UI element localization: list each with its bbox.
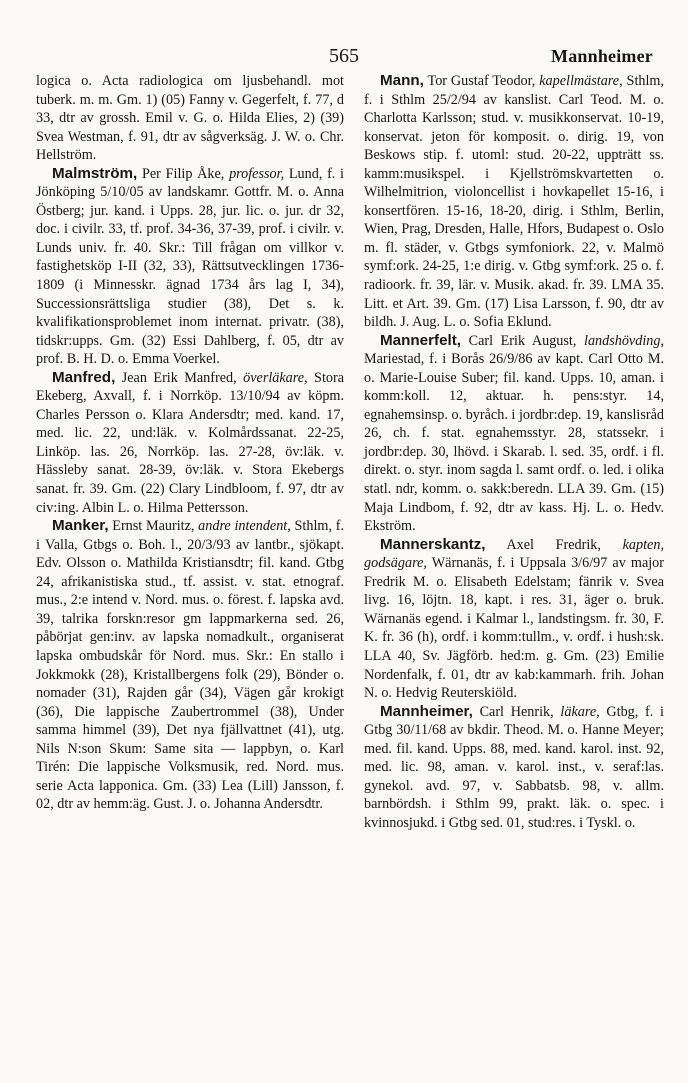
page-number: 565 (329, 45, 359, 67)
entry-mannerfelt (364, 332, 664, 536)
entry-given-names: Per Filip Åke, (137, 165, 230, 182)
entry-occupation: överläkare, (243, 369, 308, 386)
entry-headword: Mannheimer, (380, 702, 473, 720)
entry-body: Wärnanäs, f. i Uppsala 3/6/97 av major Fredrik M. o. Elisabeth Edelstam; fänrik v. Svea livg. 16, löjtn. 18, kapt. i res. 31, äger o. bruk. Wärnanäs egend. i Kalmar l., landstingsm. fr. 30, F. K. fr. 36 (h), ordf. i komm:tullm., v. ordf. i hush:sk. LLA 40, Sv. Jägförb. hed:m. g. Gm. (23) Emilie Nordenfalk, f. 01, dtr av kab:kammarh. frih. Johan N. o. Hedvig Reuterskiöld. (364, 555, 664, 702)
entry-occupation: kapten, godsägare, (364, 536, 664, 572)
entry-given-names: Carl Erik August, (461, 332, 584, 349)
entry-given-names: Tor Gustaf Teodor, (423, 73, 540, 89)
entry-body: Sthlm, f. i Valla, Gtbgs o. Boh. l., 20/3/93 av lantbr., sjökapt. Edv. Olsson o. Mathilda Kristiansdtr; fil. kand. Gtbg 24, afrikanistiska stud., tf. assist. v. stat. etnograf. mus., 2:e intend v. Nord. mus. o. förest. f. lapska avd. 39, talrika forskn:resor gm lappmarkerna sed. 26, påbörjat gen:inv. av lapska nomadkult., organiserat lapska ombudskår för Nord. mus. Skr.: En stallo i Jokkmokk (28), Kristallbergens folk (29), Bönder o. nomader (31), Rajden går (34), Vägen går krokigt (36), Die lappische Zaubertrommel (38), Under samma himmel (39), Det nya fjällvattnet (41), utg. Nils N:son Skum: Same sita — lappbyn, o. Karl Tirén: Die lappische Volksmusik, red. Nord. mus. serie Acta lapponica. Gm. (33) Lea (Lill) Jansson, f. 02, dtr av hemm:äg. Gust. J. o. Johanna Andersdtr. (36, 518, 344, 813)
entry-headword: Manfred, (52, 368, 116, 386)
entry-mannheimer (364, 703, 664, 833)
entry-body: Sthlm, f. i Sthlm 25/2/94 av kanslist. Carl Teod. M. o. Charlotta Karlsson; stud. v. musikkonservat. 10-19, konservat. jeton för komposit. o. dirig. 19, von Beskows stip. f. utoml: stud. 20-22, uppträtt ss. kamm:musikspel. i Kjellströmskvartetten o. Wilhelmitrion, violoncellist i hovkapellet 15-16, i konsertfören. 15-16, 18-20, dirig. i Sthlm, Berlin, Wien, Prag, Dresden, Halle, Hfors, Budapest o. Oslo m. fl. städer, v. Gtbgs symfoniork. 22, v. Malmö symf:ork. 24-25, 1:e dirig. v. Gtbg symf:ork. 25 o. f. radioork. fr. 39, lär. v. Musik. akad. fr. 39. LMA 35. Litt. et Art. 39. Gm. (17) Lisa Larsson, f. 90, dtr av bildh. J. Aug. L. o. Sofia Eklund. (364, 73, 665, 331)
entry-occupation: landshövding, (584, 332, 664, 349)
entry-headword: Mannerskantz, (380, 535, 486, 553)
entry-headword: Manker, (52, 517, 109, 535)
running-head: Mannheimer (551, 46, 653, 66)
entry-given-names: Carl Henrik, (472, 703, 561, 720)
entry-headword: Mann, (380, 72, 424, 89)
entry-body: Mariestad, f. i Borås 26/9/86 av kapt. Carl Otto M. o. Marie-Louise Suber; fil. kand. Upps. 10, aman. i komm:koll. 12, aktuar. h. pens:styr. 14, egnahemsinsp. o. byråch. i jordbr:dep. 19, kanslisråd 26, ch. f. stat. egnahemsstyr. 28, statssekr. i jordbr:dep. 30, lhövd. i Skarab. l. sed. 35, ordf. i fl. direkt. o. styr. inom sagda l. samt ordf. o. led. i olika statl. ndr, komm. o. sakk:beredn. LLA 39. Gm. (15) Maja Lindbom, f. 92, dtr av kass. Hj. L. o. Hedv. Ekström. (364, 351, 664, 535)
entry-occupation: professor, (229, 165, 285, 182)
entry-headword: Mannerfelt, (380, 331, 462, 349)
entry-body: Gtbg, f. i Gtbg 30/11/68 av bkdir. Theod. M. o. Hanne Meyer; med. fil. kand. Upps. 88, med. kand. karol. inst. 92, med. lic. 98, aman. v. karol. inst., v. seraf:las. gynekol. avd. 97, v. Sabbatsb. 98, v. allm. barnbördsh. i Sthlm 99, prakt. läk. o. spec. i kvinnosjukd. i Gtbg sed. 01, stud:res. i Tyskl. o. (364, 703, 664, 831)
entry-manfred (36, 369, 344, 517)
entry-occupation: kapellmästare, (539, 73, 623, 89)
entry-body: Lund, f. i Jönköping 5/10/05 av landskamr. Gottfr. M. o. Anna Östberg; jur. kand. i Upps. 28, jur. lic. o. jur. dr 32, doc. i civilr. 33, tf. prof. 34-36, 37-39, prof. i civilr. v. Lunds univ. fr. 40. Skr.: Till frågan om villkor v. fastighetsköp I-II (32, 33), Rättsutvecklingen 1736-1809 (i Minnesskr. ägnad 1734 års lag I, 34), Successionsrättsliga studier (38), Det s. k. kvalifikationsproblemet inom internat. privatr. (38), tidskr:upps. Gm. (32) Essi Dahlberg, f. 05, dtr av prof. B. H. D. o. Emma Voerkel. (36, 165, 345, 368)
entry-given-names: Ernst Mauritz, (108, 518, 199, 535)
entry-occupation: läkare, (560, 703, 600, 720)
entry-headword: Malmström, (52, 164, 138, 182)
right-column (364, 72, 664, 832)
entry-malmstrom (36, 165, 344, 369)
entry-occupation: andre intendent, (198, 518, 291, 535)
entry-manker (36, 517, 344, 814)
left-column (36, 72, 344, 814)
entry-given-names: Axel Fredrik, (485, 536, 623, 553)
entry-mannerskantz (364, 536, 664, 703)
entry-body: logica o. Acta radiologica om ljusbehandl. mot tuberk. m. m. Gm. 1) (05) Fanny v. Gegerfelt, f. 77, d 33, dtr av grossh. Emil v. G. o. Hilda Elies, 2) (39) Svea Westman, f. 91, dtr av sågverksäg. J. W. o. Chr. Hellström. (36, 73, 344, 164)
entry-given-names: Jean Erik Manfred, (115, 369, 244, 386)
entry-continuation (36, 72, 344, 165)
entry-body: Stora Ekeberg, Axvall, f. i Norrköp. 13/10/94 av köpm. Charles Persson o. Klara Andersdtr; med. kand. 17, med. lic. 22, und:läk. v. Kolmårdssanat. 22-25, Linköp. las. 26, Norrköp. las. 27-28, öv:läk. v. Hässleby sanat. 28-39, öv:läk. v. Stora Ekebergs sanat. fr. 39. Gm. (22) Clary Lindbloom, f. 97, dtr av civ:ing. Albin L. o. Hilma Pettersson. (36, 369, 345, 516)
entry-mann (364, 72, 664, 332)
